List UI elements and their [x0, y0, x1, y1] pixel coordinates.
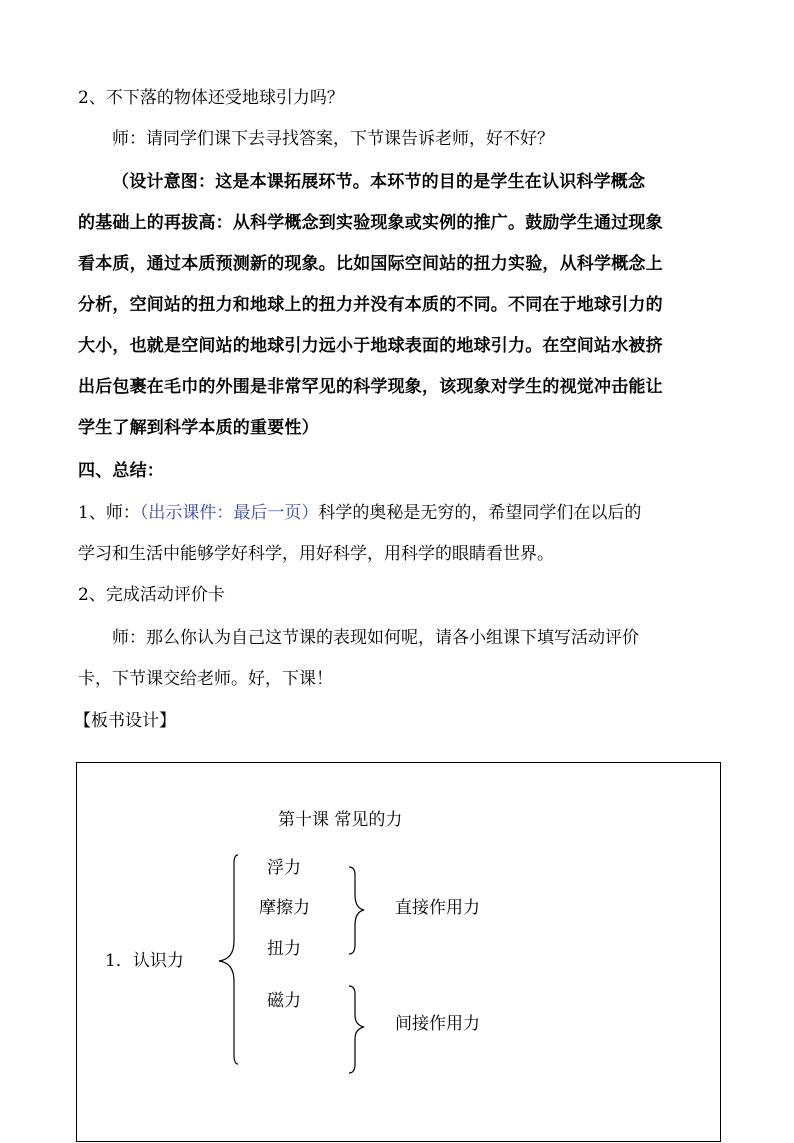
design-intent-line-7: 学生了解到科学本质的重要性） — [78, 418, 319, 438]
summary-item-2: 2、完成活动评价卡 — [78, 585, 225, 605]
board-design-box — [76, 762, 721, 1142]
design-intent-line-4: 分析，空间站的扭力和地球上的扭力并没有本质的不同。不同在于地球引力的 — [78, 295, 663, 315]
left-brace — [219, 855, 238, 1064]
board-design-heading: 【板书设计】 — [74, 711, 176, 731]
teacher-line-2-cont: 卡，下节课交给老师。好，下课！ — [78, 669, 333, 689]
force-magnetic: 磁力 — [267, 991, 301, 1011]
question-2: 2、不下落的物体还受地球引力吗？ — [78, 88, 344, 108]
direct-force-label: 直接作用力 — [395, 898, 480, 918]
force-torsion: 扭力 — [267, 939, 301, 959]
summary-item-1 — [78, 501, 641, 525]
section-heading-summary: 四、总结： — [78, 461, 164, 481]
recognize-force-label: 1．认识力 — [105, 951, 184, 971]
design-intent-line-5: 大小，也就是空间站的地球引力远小于地球表面的地球引力。在空间站水被挤 — [78, 336, 663, 356]
summary-item-1-text: 科学的奥秘是无穷的，希望同学们在以后的 — [318, 503, 642, 523]
courseware-note: （出示课件：最后一页） — [139, 503, 319, 523]
indirect-force-label: 间接作用力 — [395, 1014, 480, 1034]
indirect-brace — [349, 986, 364, 1073]
force-buoyancy: 浮力 — [267, 858, 301, 878]
design-intent-line-1: （设计意图：这是本课拓展环节。本环节的目的是学生在认识科学概念 — [112, 172, 646, 192]
teacher-line-1: 师：请同学们课下去寻找答案，下节课告诉老师，好不好？ — [112, 129, 554, 149]
design-intent-line-6: 出后包裹在毛巾的外围是非常罕见的科学现象，该现象对学生的视觉冲击能让 — [78, 377, 663, 397]
direct-brace — [349, 867, 364, 954]
force-friction: 摩擦力 — [259, 898, 310, 918]
teacher-line-2: 师：那么你认为自己这节课的表现如何呢，请各小组课下填写活动评价 — [112, 628, 639, 648]
summary-item-1-cont: 学习和生活中能够学好科学，用好科学，用科学的眼睛看世界。 — [78, 544, 554, 564]
design-intent-line-2: 的基础上的再拔高：从科学概念到实验现象或实例的推广。鼓励学生通过现象 — [78, 213, 663, 233]
design-intent-line-3: 看本质，通过本质预测新的现象。比如国际空间站的扭力实验，从科学概念上 — [78, 254, 663, 274]
board-title: 第十课 常见的力 — [278, 810, 403, 830]
summary-item-1-prefix: 1、师： — [78, 503, 140, 523]
